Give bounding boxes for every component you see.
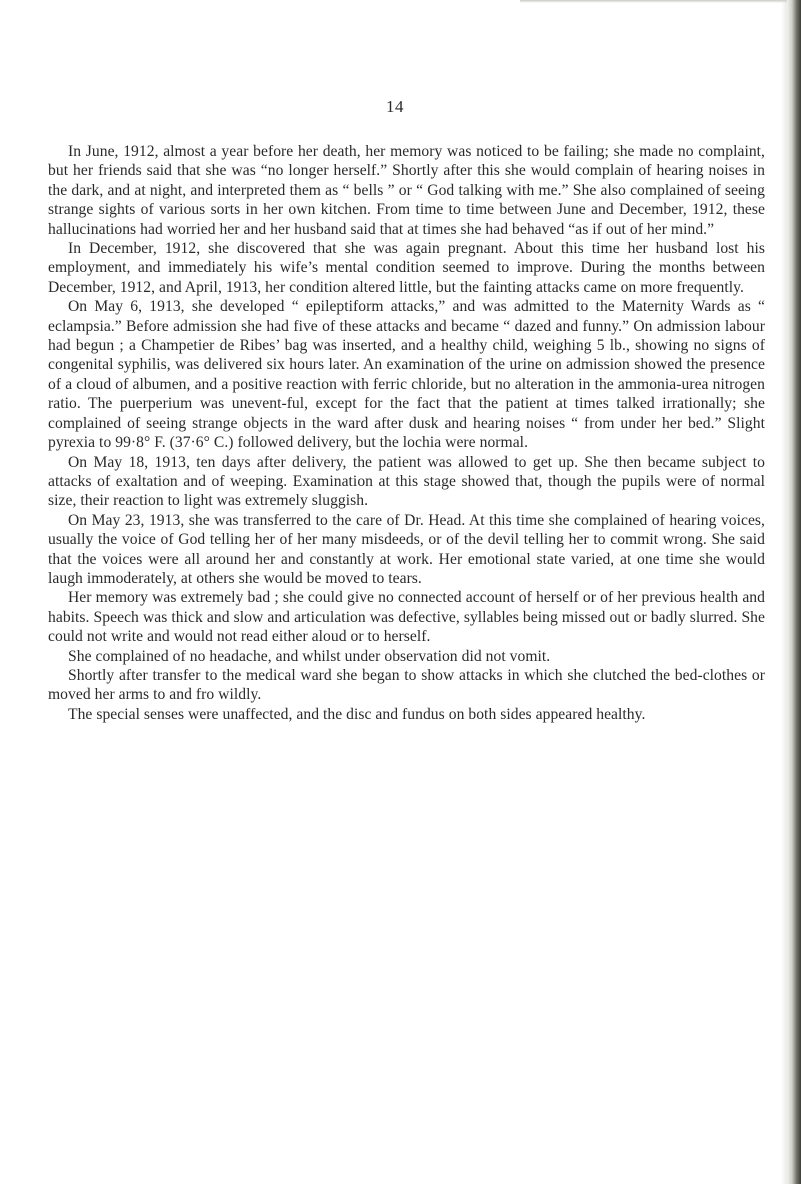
paragraph-may-18-1913: On May 18, 1913, ten days after delivery, the patient was allowed to get up. She then became subject to attacks of exaltation and of weeping. Examination at this stage showed that, though the pupils were of normal size, their reaction to light was extremely sluggish. [48, 453, 765, 510]
paragraph-december-1912: In December, 1912, she discovered that she was again pregnant. About this time her husband lost his employment, and immediately his wife’s mental condition seemed to improve. During the months between December, 1912, and April, 1913, her condition altered little, but the fainting attacks came on more frequently. [48, 240, 765, 296]
paragraph-special-senses: The special senses were unaffected, and the disc and fundus on both sides appeared healthy. [68, 705, 646, 723]
paragraph-attacks: Shortly after transfer to the medical ward she began to show attacks in which she clutched the bed-clothes or moved her arms to and fro wildly. [48, 666, 765, 704]
paragraph-june-1912: In June, 1912, almost a year before her death, her memory was noticed to be failing; she made no complaint, but her friends said that she was “no longer herself.” Shortly after this she would complain of hearing noises in the dark, and at night, and interpreted them as “ bells ” or “ God talking with me.” She also complained of seeing strange sights of various sorts in her own kitchen. From time to time between June and December, 1912, these hallucinations had worried her and her husband said that at times she had behaved “as if out of her mind.” [48, 143, 765, 238]
body-text [48, 142, 765, 724]
page-top-edge-shadow [520, 0, 801, 3]
page-right-edge-shadow [787, 0, 801, 1184]
paragraph-may-6-1913: On May 6, 1913, she developed “ epileptiform attacks,” and was admitted to the Maternity Wards as “ eclampsia.” Before admission she had five of these attacks and became “ dazed and funny.” On admission labour had begun ; a Champetier de Ribes’ bag was inserted, and a healthy child, weighing 5 lb., showing no signs of congenital syphilis, was delivered six hours later. An examination of the urine on admission showed the presence of a cloud of albumen, and a positive reaction with ferric chloride, but no alteration in the ammonia-urea nitrogen ratio. The puerperium was unevent-ful, except for the fact that the patient at times talked irrationally; she complained of seeing strange objects in the ward after dusk and hearing noises “ from under her bed.” Slight pyrexia to 99·8° F. (37·6° C.) followed delivery, but the lochia were normal. [48, 298, 765, 452]
paragraph-headache: She complained of no headache, and whilst under observation did not vomit. [68, 647, 551, 665]
page-number: 14 [386, 97, 404, 116]
paragraph-may-23-1913: On May 23, 1913, she was transferred to the care of Dr. Head. At this time she complained of hearing voices, usually the voice of God telling her of her many misdeeds, or of the devil telling her to commit wrong. She said that the voices were all around her and constantly at work. Her emotional state varied, at one time she would laugh immoderately, at others she would be moved to tears. [48, 511, 765, 587]
paragraph-memory: Her memory was extremely bad ; she could give no connected account of herself or of her previous health and habits. Speech was thick and slow and articulation was defective, syllables being missed out or badly slurred. She could not write and would not read either aloud or to herself. [48, 589, 765, 646]
